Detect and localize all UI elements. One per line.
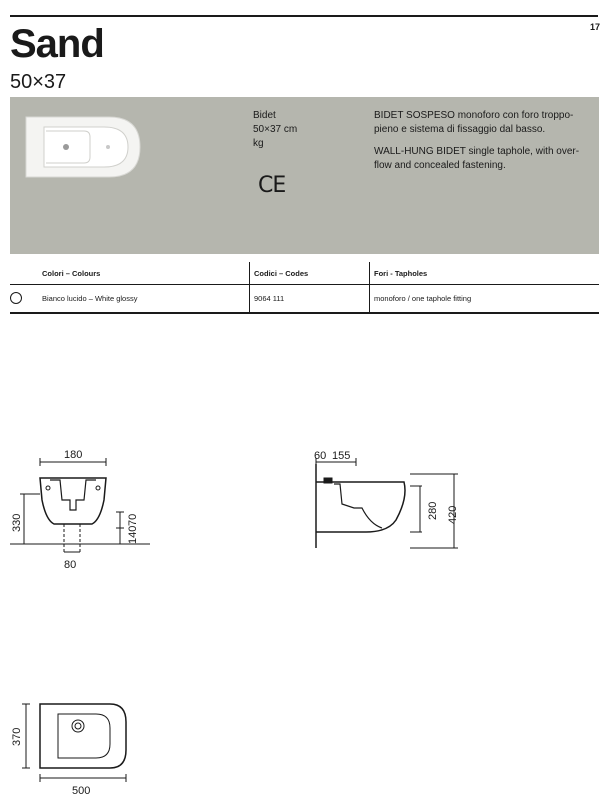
cell-code: 9064 111 — [249, 285, 372, 312]
table-row — [10, 285, 599, 314]
product-size: 50×37 — [10, 71, 67, 93]
description-block — [374, 109, 594, 181]
side-view-drawing — [310, 448, 470, 558]
top-dim-left: 370 — [11, 727, 23, 746]
cell-tapholes: monoforo / one taphole fitting — [369, 285, 600, 312]
top-view-drawing — [0, 690, 150, 802]
variants-table — [10, 262, 599, 314]
side-dim-top-b: 155 — [332, 450, 351, 462]
table-header — [10, 262, 599, 285]
description-english: WALL-HUNG BIDET single taphole, with over-flow and concealed fastening. — [374, 146, 580, 171]
front-dim-bottom: 80 — [64, 559, 77, 571]
ce-mark-icon: CE — [258, 173, 286, 198]
side-dim-right-a: 280 — [427, 501, 439, 520]
header-colours: Colori – Colours — [42, 268, 101, 278]
side-dim-right-b: 420 — [447, 505, 459, 524]
product-title: Sand — [10, 22, 104, 66]
front-dim-left: 330 — [11, 513, 23, 532]
header-codes: Codici – Codes — [249, 262, 372, 284]
front-view-drawing — [0, 440, 150, 580]
spec-weight: kg — [253, 138, 264, 149]
side-dim-top-a: 60 — [314, 450, 327, 462]
product-panel — [10, 97, 599, 254]
spec-dimensions: 50×37 cm — [253, 124, 298, 135]
front-dim-right-a: 140 — [127, 525, 139, 544]
top-rule — [10, 15, 598, 17]
header-tapholes: Fori - Tapholes — [369, 262, 600, 284]
spec-type: Bidet — [253, 110, 276, 121]
colour-swatch-icon — [10, 292, 22, 304]
top-dim-bottom: 500 — [72, 785, 91, 797]
spec-block — [253, 109, 297, 151]
cell-colour: Bianco lucido – White glossy — [42, 294, 138, 303]
front-dim-right-b: 70 — [127, 513, 139, 526]
bidet-photo-icon — [24, 113, 142, 181]
description-italian: BIDET SOSPESO monoforo con foro troppo-pieno e sistema di fissaggio dal basso. — [374, 110, 574, 135]
page-number: 17 — [589, 22, 600, 32]
front-dim-top: 180 — [64, 449, 83, 461]
